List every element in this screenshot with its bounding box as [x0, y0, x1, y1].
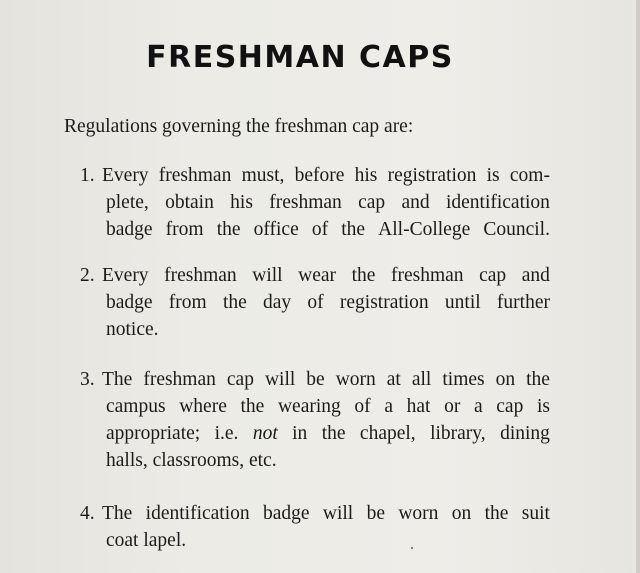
line-word: at — [386, 369, 401, 390]
line-word: Every — [102, 165, 149, 186]
line-word: office — [253, 219, 299, 240]
line-word: of — [307, 292, 324, 313]
line-word: cap — [479, 265, 507, 286]
line-word: com- — [509, 165, 550, 186]
line-word: identification — [145, 503, 250, 524]
line-word: campus — [106, 396, 166, 417]
line-word: all — [411, 369, 432, 390]
line-word: the — [484, 503, 509, 524]
line-word: cap — [496, 396, 524, 417]
line-word: cap — [358, 192, 386, 213]
regulation-line — [102, 366, 550, 393]
regulation-line: halls, classrooms, etc. — [106, 450, 277, 471]
line-word: obtain — [165, 192, 214, 213]
line-word: times — [442, 369, 485, 390]
line-word: the — [222, 292, 247, 313]
line-word: his — [354, 165, 378, 186]
line-word: the — [321, 423, 346, 444]
regulation-line — [106, 216, 550, 243]
line-word: Every — [102, 265, 149, 286]
line-word: dining — [500, 423, 550, 444]
line-word: i.e. — [214, 423, 239, 444]
line-word: worn — [398, 503, 439, 524]
line-word: freshman — [391, 265, 464, 286]
line-word: further — [496, 292, 550, 313]
line-word: plete, — [106, 192, 149, 213]
line-word: and — [521, 265, 550, 286]
line-word: the — [216, 219, 241, 240]
line-word: or — [444, 396, 461, 417]
line-word: of — [354, 396, 371, 417]
regulation-line — [102, 500, 550, 527]
line-word: freshman — [143, 369, 216, 390]
line-word: on — [451, 503, 472, 524]
line-word: freshman — [164, 265, 237, 286]
regulation-item — [80, 366, 550, 474]
line-word: a — [384, 396, 393, 417]
regulation-number: 4. — [80, 503, 95, 524]
line-word: from — [168, 292, 207, 313]
line-word: be — [366, 503, 385, 524]
line-word: from — [165, 219, 204, 240]
line-word: the — [240, 396, 265, 417]
line-word: Council. — [483, 219, 550, 240]
line-word: his — [230, 192, 253, 213]
regulation-line — [106, 289, 550, 316]
line-word: freshman — [269, 192, 342, 213]
line-word: will — [252, 265, 283, 286]
intro-text: Regulations governing the freshman cap are: — [64, 116, 414, 137]
line-word: badge — [106, 219, 153, 240]
regulation-number: 3. — [80, 369, 95, 390]
regulation-line — [106, 420, 550, 447]
line-word: library, — [430, 423, 486, 444]
line-word: the — [351, 265, 376, 286]
paper-speck — [411, 547, 413, 549]
line-word: badge — [106, 292, 153, 313]
regulation-number: 1. — [80, 165, 95, 186]
line-word: a — [473, 396, 483, 417]
line-word: suit — [521, 503, 550, 524]
line-word: badge — [262, 503, 310, 524]
page-title: FRESHMAN CAPS — [146, 40, 454, 75]
regulation-line — [106, 189, 550, 216]
regulation-line — [106, 393, 550, 420]
line-word: before — [294, 165, 345, 186]
regulation-line: notice. — [106, 319, 159, 340]
line-word: is — [536, 396, 550, 417]
line-word: until — [444, 292, 481, 313]
line-word: wearing — [277, 396, 341, 417]
line-word: the — [526, 369, 550, 390]
regulation-line — [102, 162, 550, 189]
line-word: cap — [226, 369, 254, 390]
line-word: registration — [387, 165, 477, 186]
line-word: chapel, — [359, 423, 416, 444]
line-word: All-College — [378, 219, 471, 240]
line-word: on — [495, 369, 516, 390]
line-word: will — [322, 503, 354, 524]
line-word: be — [306, 369, 325, 390]
line-word: appropriate; — [106, 423, 201, 444]
line-word: freshman — [158, 165, 232, 186]
line-word: not — [252, 423, 278, 444]
line-word: will — [264, 369, 296, 390]
regulation-number: 2. — [80, 265, 95, 286]
line-word: of — [311, 219, 329, 240]
line-word: must, — [241, 165, 285, 186]
line-word: identification — [445, 192, 550, 213]
regulation-item — [80, 500, 550, 554]
line-word: where — [179, 396, 227, 417]
line-word: The — [102, 369, 133, 390]
line-word: is — [486, 165, 500, 186]
regulation-item — [80, 162, 550, 243]
regulation-item — [80, 262, 550, 343]
line-word: the — [341, 219, 366, 240]
regulation-line — [102, 262, 550, 289]
line-word: The — [102, 503, 133, 524]
line-word: and — [401, 192, 430, 213]
regulation-line: coat lapel. — [106, 530, 187, 551]
line-word: in — [292, 423, 308, 444]
line-word: hat — [406, 396, 431, 417]
line-word: registration — [339, 292, 429, 313]
line-word: worn — [335, 369, 376, 390]
line-word: wear — [298, 265, 337, 286]
line-word: day — [263, 292, 292, 313]
